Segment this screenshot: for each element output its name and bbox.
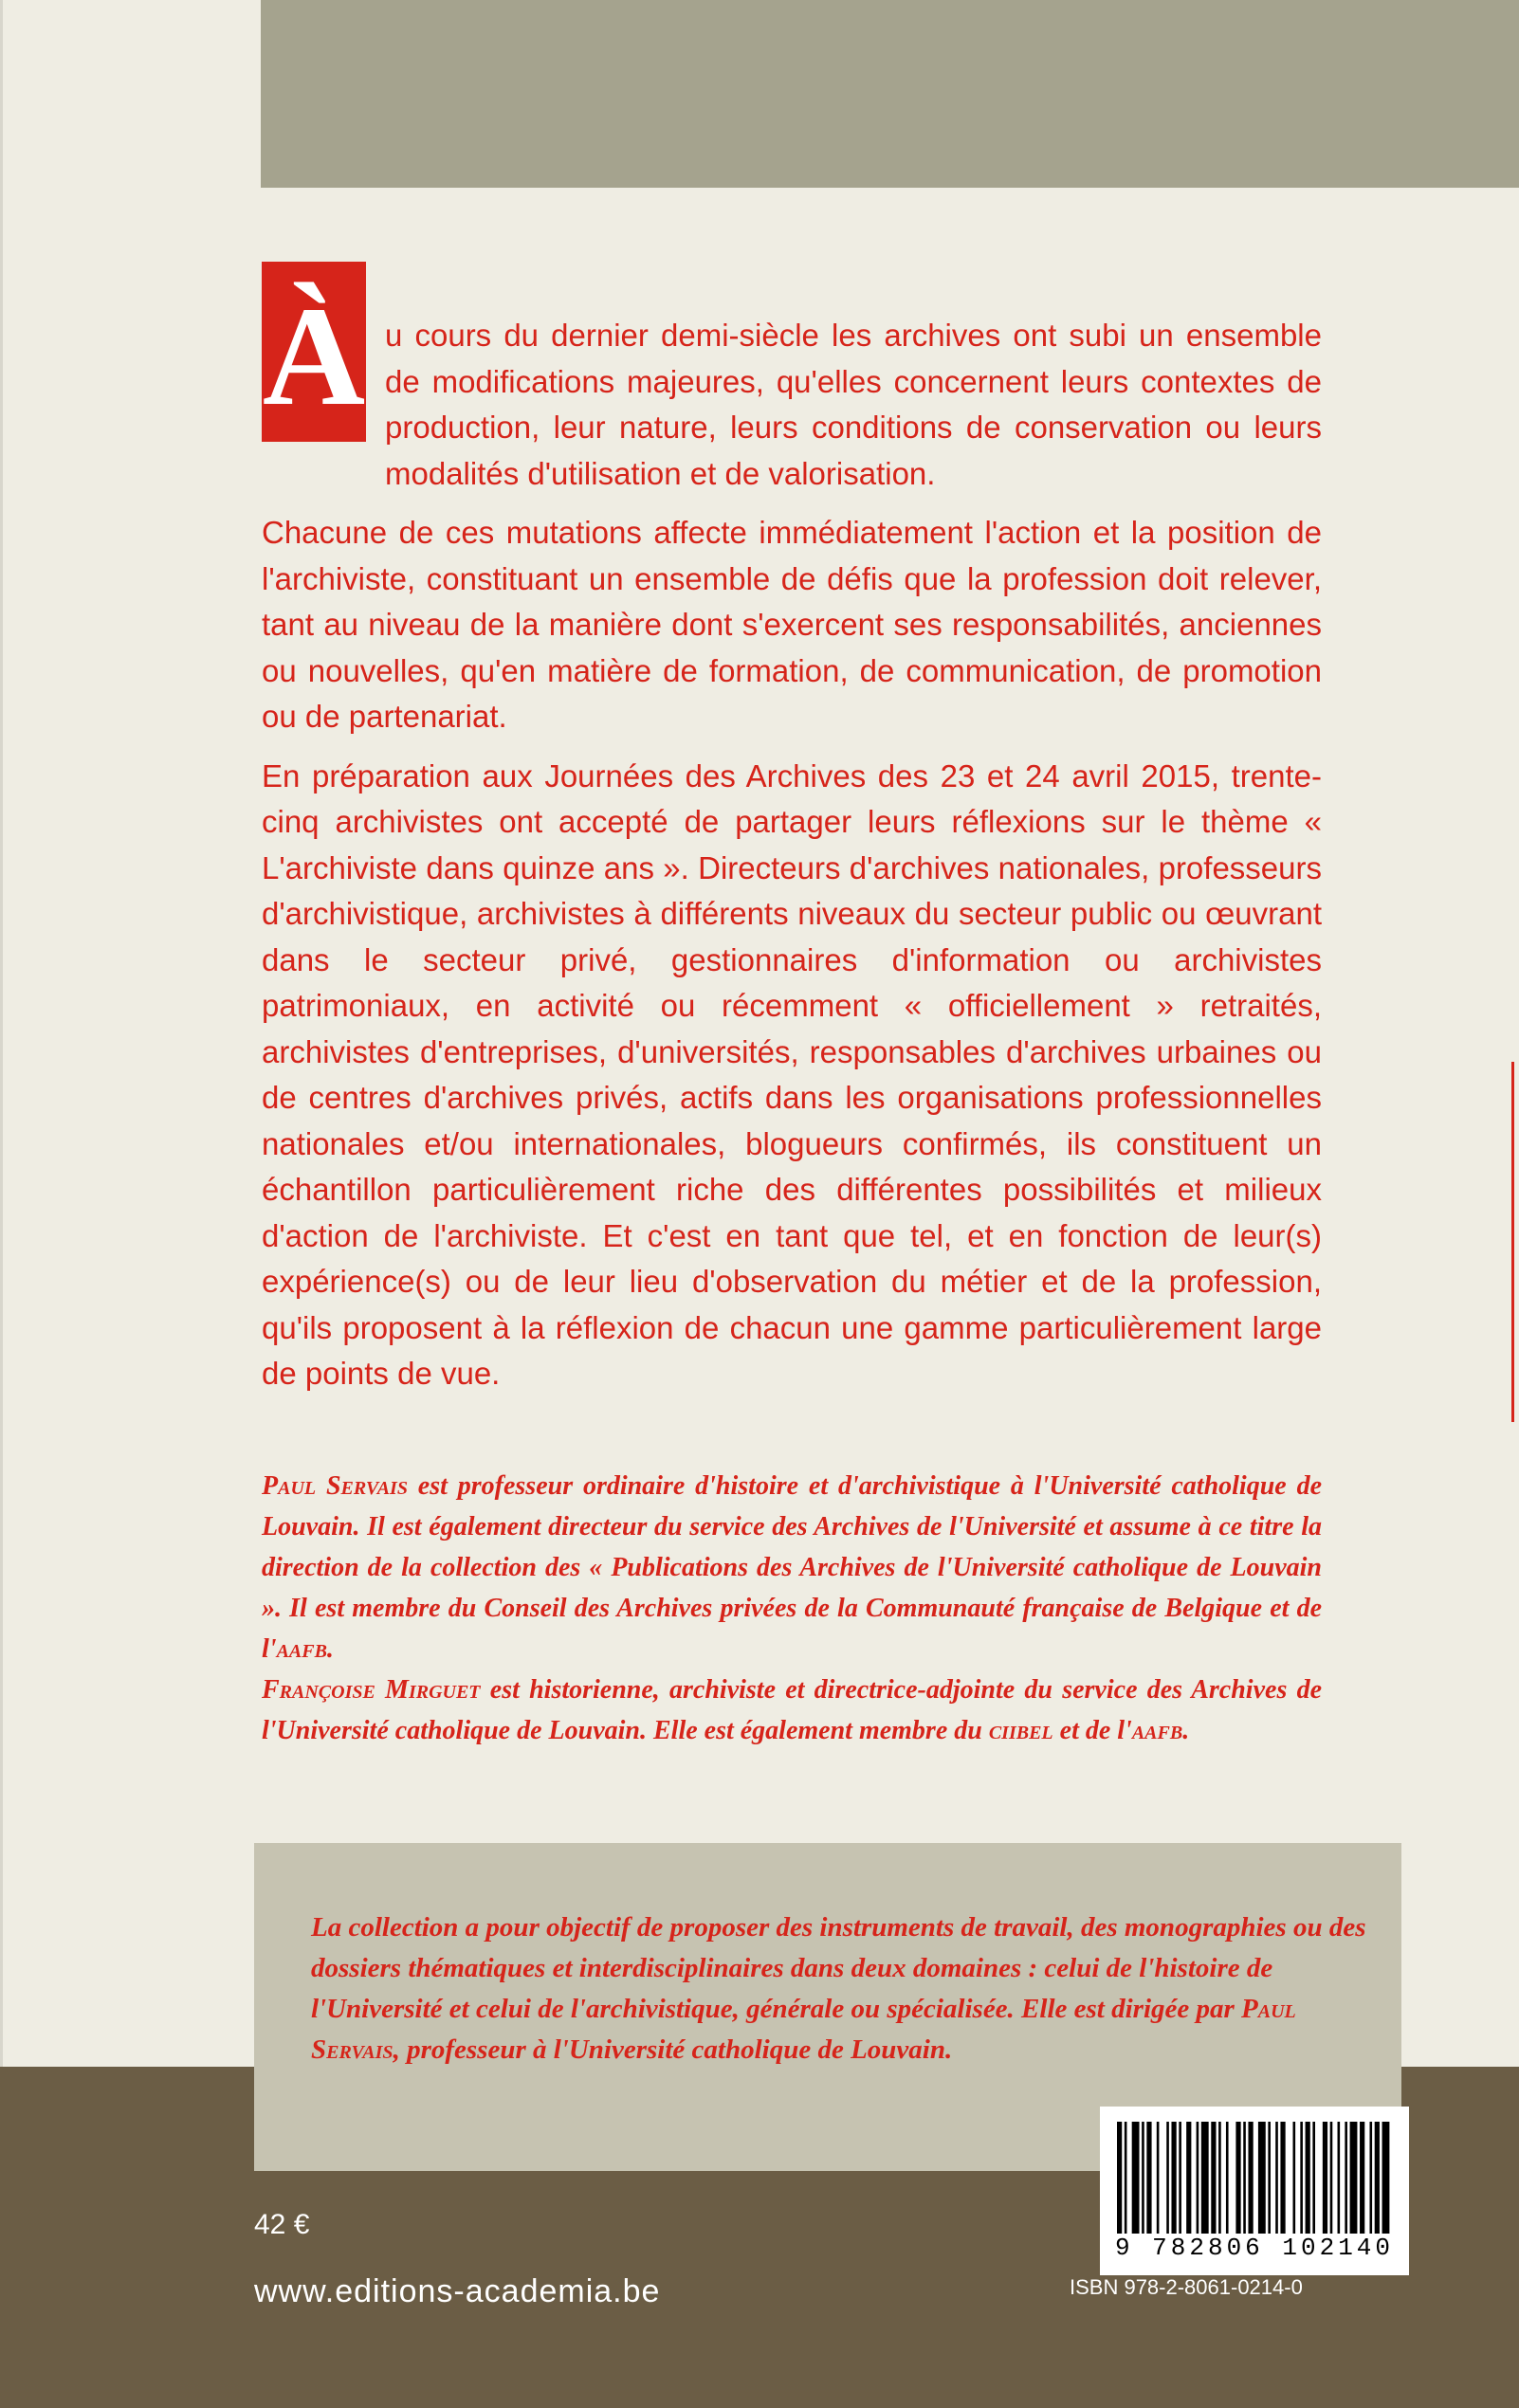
author-bios [262, 1466, 1322, 1751]
barcode-bar [1186, 2122, 1191, 2234]
barcode-bar [1132, 2122, 1140, 2234]
author-bio-mirguet [262, 1669, 1322, 1751]
barcode-bar [1369, 2122, 1372, 2234]
isbn-number: ISBN 978-2-8061-0214-0 [1070, 2275, 1303, 2299]
barcode-bar [1306, 2122, 1310, 2234]
barcode-bar [1142, 2122, 1144, 2234]
barcode-bar [1345, 2122, 1347, 2234]
barcode-bar [1166, 2122, 1169, 2234]
author-name-servais: Paul Servais [262, 1471, 408, 1501]
barcode-bar [1201, 2122, 1209, 2234]
author-bio-servais [262, 1466, 1322, 1669]
collection-text-b: , professeur à l'Université catholique de Louvain. [393, 2034, 953, 2065]
barcode-bar [1243, 2122, 1246, 2234]
barcode-bar [1268, 2122, 1271, 2234]
barcode-bar [1382, 2122, 1390, 2234]
barcode-bar [1146, 2122, 1151, 2234]
barcode-bar [1280, 2122, 1285, 2234]
collection-text-a: La collection a pour objectif de proposer des instruments de travail, des monographies ou des dossiers thématiques et interdisciplinaires dans deux domaines : celui de l'histoire de l'Université et celui de l'archivistique, générale ou spécialisée. Elle est dirigée par [311, 1912, 1366, 2024]
price-label: 42 € [254, 2209, 310, 2240]
barcode-bar [1248, 2122, 1253, 2234]
barcode-bar [1117, 2122, 1122, 2234]
dropcap-letter: À [262, 262, 366, 442]
top-color-band [261, 0, 1519, 188]
paragraph-1-text: u cours du dernier demi-siècle les archives ont subi un ensemble de modifications majeures, qu'elles concernent leurs contextes de production, leur nature, leurs conditions de conservation ou leurs modalités d'utilisation et de valorisation. [385, 318, 1322, 491]
barcode-bar [1258, 2122, 1266, 2234]
barcode-digits: 9 782806 102140 [1114, 2234, 1395, 2262]
barcode-bar [1218, 2122, 1221, 2234]
paragraph-2: Chacune de ces mutations affecte immédiatement l'action et la position de l'archiviste, constituant un ensemble de défis que la profession doit relever, tant au niveau de la manière dont s'exercent ses responsabilités, anciennes ou nouvelles, qu'en matière de formation, de communication, de promotion ou de partenariat. [262, 515, 1322, 734]
barcode-bar [1323, 2122, 1327, 2234]
barcode-bar [1171, 2122, 1176, 2234]
barcode-bar [1211, 2122, 1216, 2234]
paragraph-1 [262, 278, 1322, 497]
barcode-bar [1360, 2122, 1364, 2234]
barcode-bar [1375, 2122, 1380, 2234]
barcode-bar [1275, 2122, 1278, 2234]
author-bio-mirguet-text: est historienne, archiviste et directrice-adjointe du service des Archives de l'Université catholique de Louvain. Elle est également membre du [262, 1675, 1322, 1745]
barcode-bar [1197, 2122, 1199, 2234]
acronym-aafb-2: aafb [1131, 1716, 1183, 1745]
barcode-bar [1226, 2122, 1229, 2234]
author-bio-servais-end: . [326, 1634, 334, 1664]
barcode-bar [1179, 2122, 1181, 2234]
barcode-bar [1157, 2122, 1160, 2234]
barcode-bar [1300, 2122, 1303, 2234]
barcode-bar [1125, 2122, 1127, 2234]
author-name-mirguet: Françoise Mirguet [262, 1675, 481, 1705]
publisher-website[interactable]: www.editions-academia.be [254, 2273, 661, 2309]
barcode-bar [1235, 2122, 1240, 2234]
main-description [262, 278, 1322, 1411]
barcode-bar [1350, 2122, 1358, 2234]
acronym-ciibel: ciibel [988, 1716, 1053, 1745]
barcode [1100, 2107, 1409, 2275]
author-bio-servais-text: est professeur ordinaire d'histoire et d'archivistique à l'Université catholique de Louvain. Il est également directeur du service des Archives de l'Université et assume à ce titre la direction de la collection des « Publications des Archives de l'Université catholique de Louvain ». Il est membre du Conseil des Archives privées de la Communauté française de Belgique et de l' [262, 1471, 1322, 1664]
author-bio-mirguet-end: . [1182, 1716, 1190, 1745]
paragraph-3: En préparation aux Journées des Archives des 23 et 24 avril 2015, trente-cinq archivistes ont accepté de partager leurs réflexions sur le thème « L'archiviste dans quinze ans ». Directeurs d'archives nationales, professeurs d'archivistique, archivistes à différents niveaux du secteur public ou œuvrant dans le secteur privé, gestionnaires d'information ou archivistes patrimoniaux, en activité ou récemment « officiellement » retraités, archivistes d'entreprises, d'universités, responsables d'archives urbaines ou de centres d'archives privés, actifs dans les organisations professionnelles nationales et/ou internationales, blogueurs confirmés, ils constituent un échantillon particulièrement riche des différentes possibilités et milieux d'action de l'archiviste. Et c'est en tant que tel, et en fonction de leur(s) expérience(s) ou de leur lieu d'observation du métier et de la profession, qu'ils proposent à la réflexion de chacun une gamme particulièrement large de points de vue. [262, 757, 1322, 1391]
author-bio-mirguet-mid: et de l' [1052, 1716, 1132, 1745]
collection-director-name: Paul Servais [311, 1994, 1296, 2065]
barcode-bar [1293, 2122, 1296, 2234]
left-edge-strip [0, 0, 3, 2408]
acronym-aafb: aafb [276, 1634, 327, 1664]
side-red-mark [1511, 1062, 1514, 1422]
barcode-bars [1117, 2122, 1392, 2234]
barcode-bar [1338, 2122, 1341, 2234]
barcode-bar [1312, 2122, 1315, 2234]
barcode-bar [1330, 2122, 1333, 2234]
collection-description [311, 1907, 1373, 2071]
